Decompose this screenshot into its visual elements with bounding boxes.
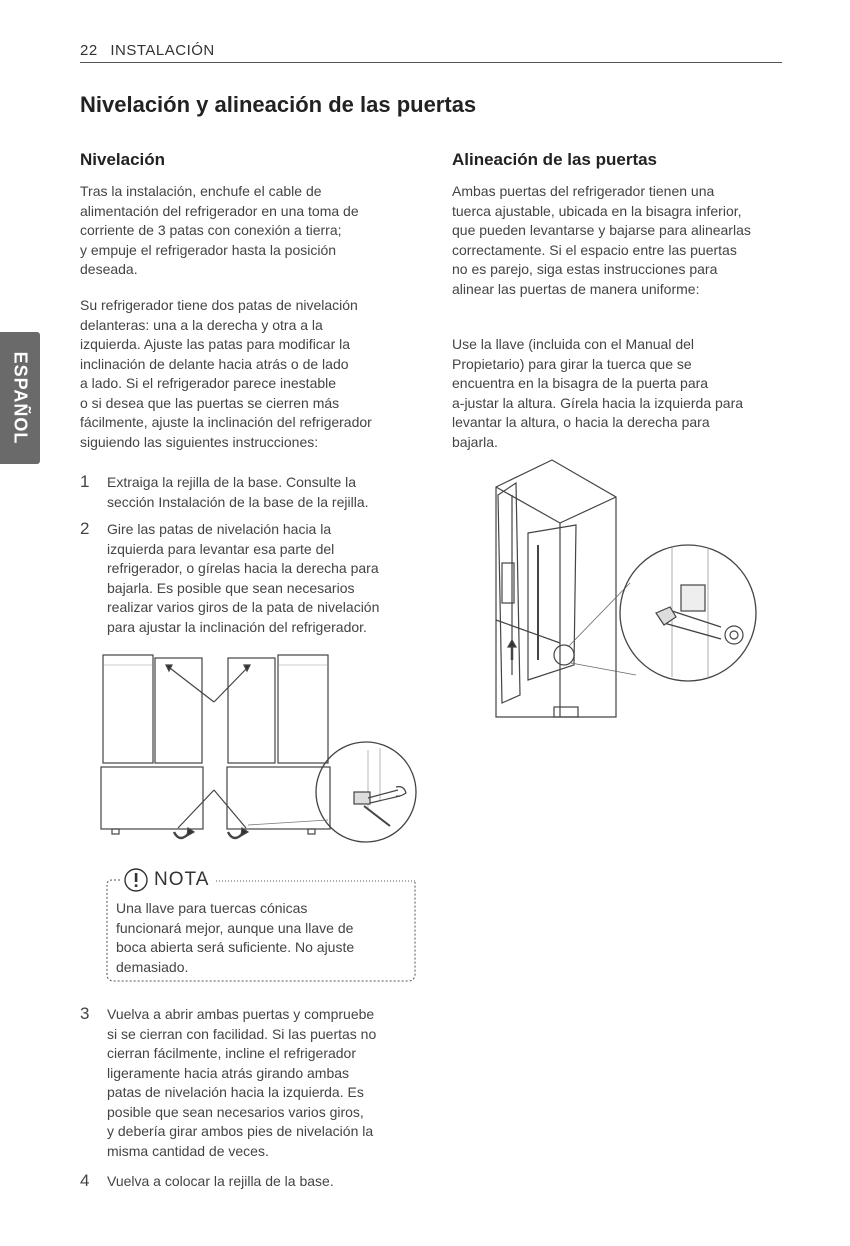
text-line: izquierda para levantar esa parte del — [107, 540, 335, 557]
page-number: 22 — [80, 42, 98, 59]
note-text — [116, 899, 406, 977]
heading-nivelacion: Nivelación — [80, 150, 166, 169]
text-line: refrigerador, o gírelas hacia la derecha para — [107, 560, 379, 576]
text-line: boca abierta será suficiente. No ajuste — [116, 939, 355, 955]
text-line: Ambas puertas del refrigerador tienen una — [452, 183, 715, 199]
info-icon-dot — [135, 884, 138, 887]
text-line: y empuje el refrigerador hasta la posición — [80, 241, 337, 258]
language-tab-label: ESPAÑOL — [10, 351, 31, 445]
language-tab — [0, 332, 40, 464]
text-line: levantar la altura, o hacia la derecha para — [452, 414, 710, 430]
text-line: no es parejo, siga estas instrucciones para — [452, 261, 718, 277]
text-line: funcionará mejor, aunque una llave de — [116, 919, 354, 936]
text-line: alimentación del refrigerador en una toma de — [80, 202, 359, 219]
nivelacion-paragraph-2 — [80, 296, 372, 452]
text-line: Vuelva a colocar la rejilla de la base. — [107, 1173, 334, 1189]
text-line: y debería girar ambos pies de nivelación la — [107, 1123, 374, 1139]
text-line: Propietario) para girar la tuerca que se — [452, 355, 692, 372]
text-line: patas de nivelación hacia la izquierda. Es — [107, 1084, 364, 1100]
text-line: realizar varios giros de la pata de nivelación — [107, 599, 380, 615]
step-number: 2 — [80, 519, 90, 538]
section-name: INSTALACIÓN — [110, 42, 215, 59]
text-line: bajarla. Es posible que sean necesarios — [107, 579, 355, 596]
text-line: Su refrigerador tiene dos patas de nivelación — [80, 297, 358, 313]
text-line: corriente de 3 patas con conexión a tierra; — [80, 222, 342, 238]
text-line: siguiendo las siguientes instrucciones: — [80, 433, 319, 450]
nivelacion-paragraph-1 — [80, 182, 359, 280]
text-line: cierran fácilmente, incline el refrigerador — [107, 1045, 356, 1061]
note-box — [106, 866, 416, 984]
text-line: encuentra en la bisagra de la puerta para — [452, 375, 709, 391]
text-line: Vuelva a abrir ambas puertas y compruebe — [107, 1006, 375, 1022]
info-icon-bar — [135, 873, 138, 882]
alineacion-paragraph-1 — [452, 182, 751, 299]
door-alignment-illustration — [476, 455, 776, 725]
text-line: ligeramente hacia atrás girando ambas — [107, 1064, 350, 1081]
step-number: 1 — [80, 472, 90, 491]
text-line: Una llave para tuercas cónicas — [116, 900, 308, 916]
page-header — [80, 42, 782, 63]
text-line: alinear las puertas de manera uniforme: — [452, 280, 700, 297]
text-line: Extraiga la rejilla de la base. Consulte la — [107, 474, 357, 490]
text-line: tuerca ajustable, ubicada en la bisagra inferior, — [452, 202, 742, 219]
text-line: correctamente. Si el espacio entre las puertas — [452, 241, 737, 258]
text-line: fácilmente, ajuste la inclinación del refrigerador — [80, 414, 372, 430]
text-line: deseada. — [80, 261, 138, 277]
note-title: NOTA — [154, 869, 210, 890]
text-line: Gire las patas de nivelación hacia la — [107, 521, 332, 537]
text-line: que pueden levantarse y bajarse para alinearlas — [452, 222, 751, 238]
text-line: posible que sean necesarios varios giros, — [107, 1103, 364, 1120]
text-line: sección Instalación de la base de la rejilla. — [107, 493, 369, 510]
text-line: misma cantidad de veces. — [107, 1142, 269, 1159]
step-number: 3 — [80, 1004, 90, 1023]
text-line: a-justar la altura. Gírela hacia la izquierda para — [452, 394, 744, 411]
text-line: Use la llave (incluida con el Manual del — [452, 336, 695, 352]
text-line: izquierda. Ajuste las patas para modificar la — [80, 336, 351, 352]
text-line: delanteras: una a la derecha y otra a la — [80, 316, 323, 333]
step-number: 4 — [80, 1171, 90, 1190]
text-line: si se cierran con facilidad. Si las puertas no — [107, 1025, 377, 1042]
text-line: o si desea que las puertas se cierren más — [80, 394, 340, 411]
page-title: Nivelación y alineación de las puertas — [80, 92, 477, 117]
text-line: a lado. Si el refrigerador parece inestable — [80, 375, 337, 391]
text-line: Tras la instalación, enchufe el cable de — [80, 183, 322, 199]
heading-alineacion: Alineación de las puertas — [452, 150, 658, 169]
alineacion-paragraph-2 — [452, 335, 743, 452]
text-line: para ajustar la inclinación del refrigerador. — [107, 618, 367, 635]
text-line: bajarla. — [452, 433, 498, 450]
text-line: demasiado. — [116, 958, 189, 975]
text-line: inclinación de delante hacia atrás o de lado — [80, 355, 349, 372]
leveling-legs-illustration — [98, 650, 420, 850]
